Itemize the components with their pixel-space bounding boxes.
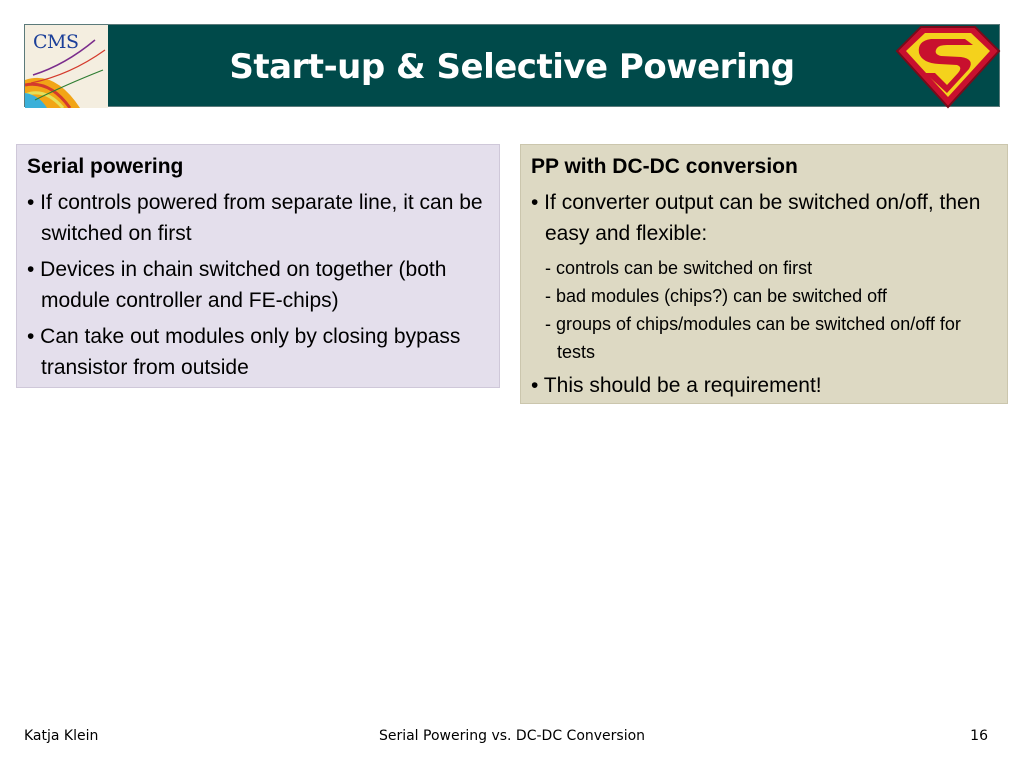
footer-author: Katja Klein xyxy=(24,728,99,744)
superman-logo xyxy=(895,23,1001,109)
title-bar xyxy=(24,24,1000,107)
dcdc-sub-item-1: - controls can be switched on first xyxy=(545,258,813,278)
serial-bullet-1: • If controls powered from separate line, it can be switched on first xyxy=(27,191,483,245)
footer-title: Serial Powering vs. DC-DC Conversion xyxy=(378,728,646,744)
serial-bullet-2: • Devices in chain switched on together (both module controller and FE-chips) xyxy=(27,258,447,312)
dcdc-bullet-2: • This should be a requirement! xyxy=(531,374,822,397)
dcdc-sub-item-3: - groups of chips/modules can be switched on/off for tests xyxy=(545,314,961,362)
cms-logo-text: CMS xyxy=(33,31,79,53)
serial-bullet-3: • Can take out modules only by closing bypass transistor from outside xyxy=(27,325,461,379)
cms-logo xyxy=(25,25,108,108)
dcdc-conversion-box xyxy=(520,144,1008,404)
page-number: 16 xyxy=(970,728,988,744)
serial-powering-box xyxy=(16,144,500,388)
slide-title: Start-up & Selective Powering xyxy=(229,46,795,87)
serial-powering-heading: Serial powering xyxy=(27,155,184,178)
dcdc-heading: PP with DC-DC conversion xyxy=(531,155,798,178)
dcdc-sub-list xyxy=(545,254,997,366)
dcdc-bullet-1: • If converter output can be switched on/off, then easy and flexible: xyxy=(531,191,981,245)
dcdc-sub-item-2: - bad modules (chips?) can be switched off xyxy=(545,286,887,306)
